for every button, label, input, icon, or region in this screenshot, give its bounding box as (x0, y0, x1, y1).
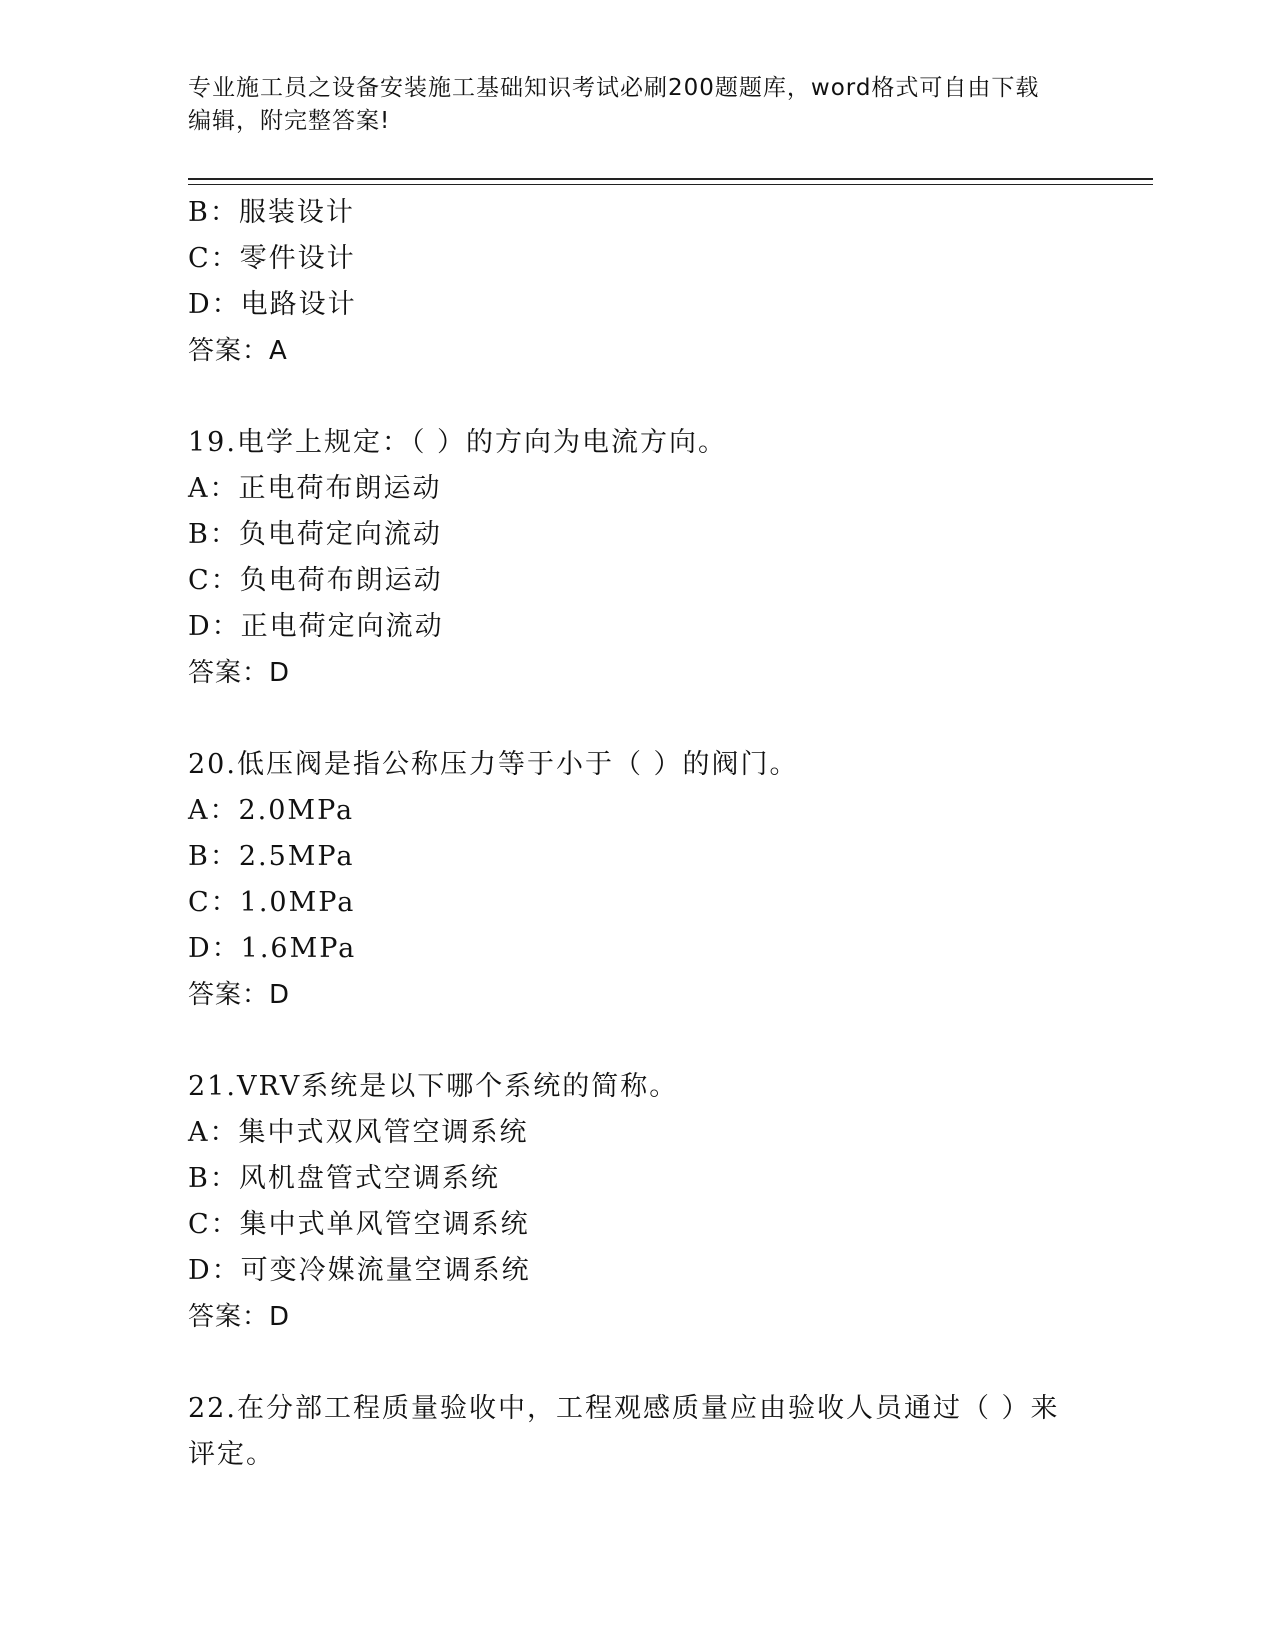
answer-line: 答案：D (188, 658, 291, 688)
option-d: D：正电荷定向流动 (188, 611, 444, 642)
option-d: D：电路设计 (188, 289, 357, 320)
question-21 (188, 1064, 1128, 1340)
question-19 (188, 420, 1128, 696)
document-header (188, 72, 1088, 138)
header-rule-thick (188, 178, 1153, 180)
option-a: A：集中式双风管空调系统 (188, 1117, 529, 1148)
option-c: C：负电荷布朗运动 (188, 565, 443, 596)
option-b: B：服装设计 (188, 197, 355, 228)
header-line-1: 专业施工员之设备安装施工基础知识考试必刷200题题库，word格式可自由下载 (188, 75, 1040, 101)
answer-line: 答案：A (188, 336, 288, 366)
option-b: B：风机盘管式空调系统 (188, 1163, 500, 1194)
question-stem: 20.低压阀是指公称压力等于小于（ ）的阀门。 (188, 749, 799, 780)
question-stem: 19.电学上规定：（ ）的方向为电流方向。 (188, 427, 728, 458)
question-stem: 21.VRV系统是以下哪个系统的简称。 (188, 1071, 679, 1102)
spacer (188, 1018, 1128, 1064)
option-d: D：可变冷媒流量空调系统 (188, 1255, 531, 1286)
option-c: C：零件设计 (188, 243, 356, 274)
spacer (188, 696, 1128, 742)
answer-line: 答案：D (188, 980, 291, 1010)
spacer (188, 1340, 1128, 1386)
question-stem-line-2: 评定。 (188, 1439, 275, 1470)
header-rule-thin (188, 184, 1153, 185)
option-b: B：2.5MPa (188, 841, 355, 872)
option-c: C：1.0MPa (188, 887, 356, 918)
question-20 (188, 742, 1128, 1018)
spacer (188, 374, 1128, 420)
question-22 (188, 1386, 1128, 1478)
question-stem-line-1: 22.在分部工程质量验收中，工程观感质量应由验收人员通过（ ）来 (188, 1393, 1060, 1424)
header-line-2: 编辑，附完整答案! (188, 108, 391, 134)
option-a: A：正电荷布朗运动 (188, 473, 442, 504)
option-d: D：1.6MPa (188, 933, 357, 964)
option-c: C：集中式单风管空调系统 (188, 1209, 530, 1240)
question-content (188, 190, 1128, 1478)
option-b: B：负电荷定向流动 (188, 519, 442, 550)
prev-question-block (188, 190, 1128, 374)
option-a: A：2.0MPa (188, 795, 355, 826)
answer-line: 答案：D (188, 1302, 291, 1332)
